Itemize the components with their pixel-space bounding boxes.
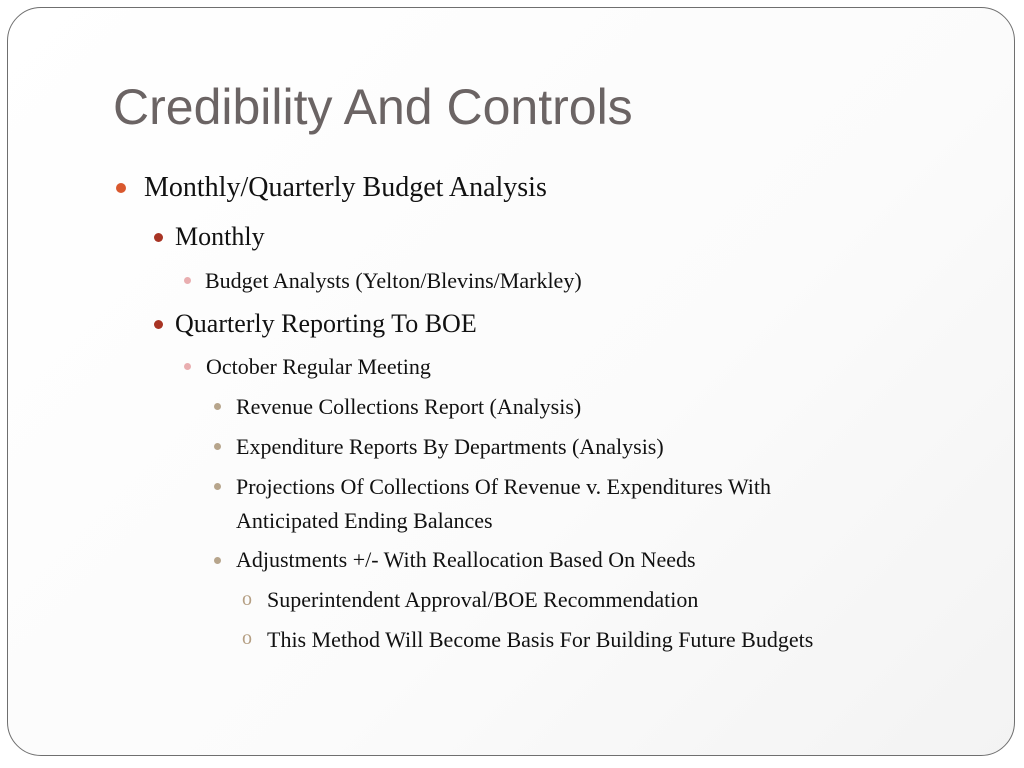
- bullet-item: Revenue Collections Report (Analysis): [236, 394, 582, 419]
- bullet-dot-icon: [184, 277, 191, 284]
- circle-bullet-icon: o: [242, 627, 252, 649]
- bullet-item: October Regular Meeting: [206, 354, 431, 379]
- bullet-item: Adjustments +/- With Reallocation Based On Needs: [236, 547, 696, 572]
- bullet-dot-icon: [154, 233, 163, 242]
- bullet-item: Superintendent Approval/BOE Recommendation: [267, 587, 699, 612]
- circle-bullet-icon: o: [242, 588, 252, 610]
- bullet-item: Monthly: [175, 222, 265, 251]
- bullet-dot-icon: [214, 403, 221, 410]
- bullet-dot-icon: [214, 443, 221, 450]
- bullet-item: Budget Analysts (Yelton/Blevins/Markley): [205, 268, 582, 293]
- bullet-item-line: Anticipated Ending Balances: [236, 508, 493, 533]
- bullet-dot-icon: [214, 557, 221, 564]
- slide-title: Credibility And Controls: [113, 79, 633, 135]
- bullet-dot-icon: [154, 320, 163, 329]
- bullet-item: This Method Will Become Basis For Building Future Budgets: [267, 627, 814, 652]
- bullet-item: Monthly/Quarterly Budget Analysis: [144, 172, 547, 203]
- bullet-item: Quarterly Reporting To BOE: [175, 309, 477, 338]
- bullet-dot-icon: [214, 483, 221, 490]
- bullet-item: [236, 470, 771, 538]
- bullet-item-line: Projections Of Collections Of Revenue v. Expenditures With: [236, 474, 771, 499]
- bullet-dot-icon: [184, 363, 191, 370]
- bullet-dot-icon: [116, 183, 126, 193]
- bullet-item: Expenditure Reports By Departments (Analysis): [236, 434, 664, 459]
